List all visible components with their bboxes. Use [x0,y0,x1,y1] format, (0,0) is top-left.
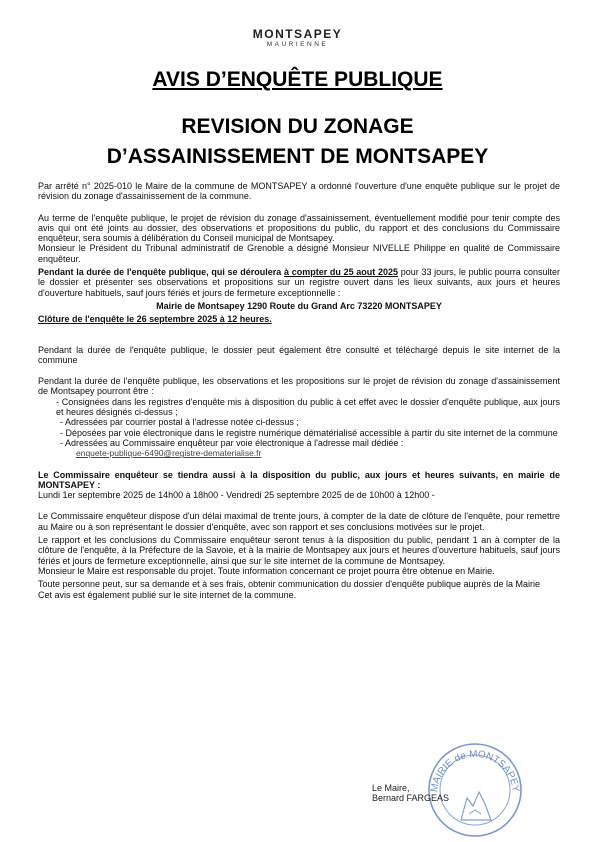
signature-title: Le Maire, [372,783,410,793]
paragraph-deadline: Le Commissaire enquêteur dispose d'un délai maximal de trente jours, à compter de la date de clôture de l'enquête, pour remettre au Maire ou à son représentant le dossier d'enquête, avec son rapport et ses conclusions motivées sur le projet. [38,511,560,532]
paragraph-procedure: Au terme de l'enquête publique, le projet de révision du zonage d'assainissement, éventuellement modifié pour tenir compte des avis qui ont été joints au dossier, des observations et propositions du public, du rapport et des conclusions du Commissaire enquêteur, sera soumis à délibération du Conseil municipal de Montsapey. [38,212,560,244]
duration-date: à compter du 25 aout 2025 [283,267,399,278]
signature-name: Bernard FARGEAS [372,793,450,803]
paragraph-publication: Cet avis est également publié sur le site internet de la commune. [38,589,297,600]
montsapey-logo [0,27,595,48]
page-title: AVIS D’ENQUÊTE PUBLIQUE [152,68,443,91]
paragraph-duration [38,267,560,298]
notice-body [38,181,560,600]
paragraph-website: Pendant la durée de l'enquête publique, le dossier peut également être consulté et téléchargé depuis le site internet de la commune [38,344,560,365]
logo-sub-text: MAURIENNE [266,41,329,48]
mairie-address: Mairie de Montsapey 1290 Route du Grand Arc 73220 MONTSAPEY [156,300,442,311]
subtitle-line-1: REVISION DU ZONAGE [181,115,414,138]
list-item-registers: - Consignées dans les registres d'enquête mis à disposition du public à cet effet avec le dossier d'enquête publique, aux jours et heures désignés ci-dessus ; [56,396,560,418]
list-item-digital: - Déposées par voie électronique dans le registre numérique dématérialisé accessible à partir du site internet de la commune [60,427,558,438]
paragraph-report: Le rapport et les conclusions du Commissaire enquêteur seront tenus à la disposition du public, pendant 1 an à compter de la clôture de l'enquête, à la Préfecture de la Savoie, et à la mairie de Montsapey aux jours et heures d'ouverture habituels, sauf jours fériés et jours de fermeture exceptionnelle, ainsi que sur le site internet de la commune de Montsapey. [38,535,560,566]
list-item-postal: - Adressées par courrier postal à l'adresse notée ci-dessus ; [60,417,299,428]
email-link[interactable]: enquete-publique-6490@registre-dematerialise.fr [76,448,262,459]
paragraph-observations: Pendant la durée de l'enquête publique, les observations et les propositions sur le projet de révision du zonage d'assainissement de Montsapey pourront être : [38,376,560,397]
paragraph-schedule: Lundi 1er septembre 2025 de 14h00 à 18h00 - Vendredi 25 septembre 2025 de de 10h00 à 12h00 - [38,490,435,501]
signature-block [372,783,449,803]
logo-main-text: MONTSAPEY [252,27,343,41]
paragraph-commissioner: Monsieur le Président du Tribunal administratif de Grenoble a désigné Monsieur NIVELLE Philippe en qualité de Commissaire enquêteur. [38,243,560,264]
list-item-email: - Adressées au Commissaire enquêteur par voie électronique à l'adresse mail dédiée : [60,437,404,448]
duration-rest: pour 33 jours, le public pourra consulter le dossier et présenter ses observations et propositions sur un registre ouvert dans les lieux suivants, aux jours et heures d'ouverture habituels, sauf jours fériés et jours de fermeture exceptionnelle : [38,267,561,298]
duration-bold: Pendant la durée de l'enquête publique, qui se déroulera [38,267,284,278]
paragraph-responsible: Monsieur le Maire est responsable du projet. Toute information concernant ce projet pourra être obtenue en Mairie. [38,565,495,576]
paragraph-access: Toute personne peut, sur sa demande et à ses frais, obtenir communication du dossier d'enquête publique auprès de la Mairie [38,579,541,590]
seal-text: MAIRIE de MONTSAPEY [428,748,521,793]
paragraph-availability: Le Commissaire enquêteur se tiendra aussi à la disposition du public, aux jours et heures suivants, en mairie de MONTSAPEY : [38,469,560,490]
page-subtitle [0,112,595,172]
subtitle-line-2: D’ASSAINISSEMENT DE MONTSAPEY [106,145,489,168]
paragraph-decree: Par arrêté n° 2025-010 le Maire de la commune de MONTSAPEY a ordonné l'ouverture d'une enquête publique sur le projet de révision du zonage d'assainissement de la commune. [38,181,560,202]
closing-date: Clôture de l'enquête le 26 septembre 2025 à 12 heures. [38,314,272,325]
